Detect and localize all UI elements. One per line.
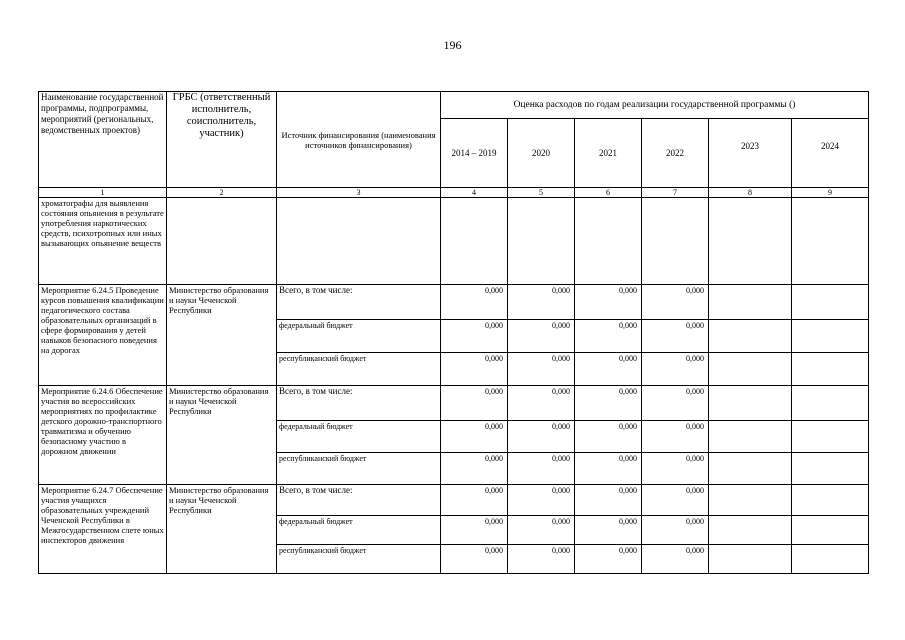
source-federal: федеральный бюджет <box>277 420 441 452</box>
value-cell: 0,000 <box>575 485 642 516</box>
column-number: 7 <box>642 188 709 198</box>
activity-name: Мероприятие 6.24.6 Обеспечение участия во всероссийских мероприятиях по профилактике детского дорожно-транспортного травматизма и обучению безопасному участию в дорожном движении <box>39 386 167 485</box>
activity-total-row <box>39 485 869 516</box>
value-cell: 0,000 <box>575 353 642 386</box>
activity-name: Мероприятие 6.24.5 Проведение курсов повышения квалификации педагогического состава образовательных организаций в сфере формирования у детей навыков безопасного поведения на дорогах <box>39 285 167 386</box>
header-grbs: ГРБС (ответственный исполнитель, соисполнитель, участник) <box>167 92 277 188</box>
value-cell <box>792 420 869 452</box>
value-cell <box>709 285 792 320</box>
column-numbers-row <box>39 188 869 198</box>
activity-responsible: Министерство образования и науки Чеченской Республики <box>167 386 277 485</box>
value-cell: 0,000 <box>441 545 508 574</box>
empty-cell <box>709 198 792 285</box>
header-year: 2024 <box>792 119 869 188</box>
header-source: Источник финансирования (наименования источников финансирования) <box>277 92 441 188</box>
value-cell <box>709 420 792 452</box>
empty-cell <box>441 198 508 285</box>
header-year: 2023 <box>709 119 792 188</box>
value-cell: 0,000 <box>575 420 642 452</box>
value-cell: 0,000 <box>642 485 709 516</box>
value-cell: 0,000 <box>441 452 508 484</box>
source-total: Всего, в том числе: <box>277 285 441 320</box>
empty-cell <box>575 198 642 285</box>
value-cell: 0,000 <box>575 545 642 574</box>
activity-total-row <box>39 285 869 320</box>
value-cell <box>792 353 869 386</box>
budget-table <box>38 91 869 574</box>
value-cell: 0,000 <box>508 545 575 574</box>
value-cell: 0,000 <box>642 545 709 574</box>
column-number: 9 <box>792 188 869 198</box>
value-cell: 0,000 <box>575 386 642 421</box>
page-number: 196 <box>443 38 462 52</box>
source-total: Всего, в том числе: <box>277 485 441 516</box>
header-year: 2014 – 2019 <box>441 119 508 188</box>
value-cell: 0,000 <box>575 285 642 320</box>
value-cell: 0,000 <box>508 420 575 452</box>
header-year: 2022 <box>642 119 709 188</box>
column-number: 3 <box>277 188 441 198</box>
value-cell: 0,000 <box>642 285 709 320</box>
value-cell: 0,000 <box>642 452 709 484</box>
source-federal: федеральный бюджет <box>277 516 441 545</box>
value-cell: 0,000 <box>441 516 508 545</box>
column-number: 5 <box>508 188 575 198</box>
continuation-row <box>39 198 869 285</box>
value-cell: 0,000 <box>642 420 709 452</box>
value-cell: 0,000 <box>508 285 575 320</box>
value-cell <box>792 545 869 574</box>
value-cell <box>709 516 792 545</box>
column-number: 8 <box>709 188 792 198</box>
header-year: 2021 <box>575 119 642 188</box>
empty-cell <box>792 198 869 285</box>
value-cell: 0,000 <box>441 386 508 421</box>
empty-cell <box>277 198 441 285</box>
value-cell: 0,000 <box>642 516 709 545</box>
value-cell <box>709 452 792 484</box>
value-cell <box>709 545 792 574</box>
column-number: 2 <box>167 188 277 198</box>
activity-responsible: Министерство образования и науки Чеченской Республики <box>167 485 277 574</box>
value-cell: 0,000 <box>441 353 508 386</box>
source-republic: республиканский бюджет <box>277 545 441 574</box>
value-cell <box>709 485 792 516</box>
column-number: 1 <box>39 188 167 198</box>
value-cell: 0,000 <box>441 485 508 516</box>
value-cell <box>792 285 869 320</box>
header-row <box>39 92 869 119</box>
column-number: 6 <box>575 188 642 198</box>
empty-cell <box>508 198 575 285</box>
value-cell: 0,000 <box>508 452 575 484</box>
activity-name: Мероприятие 6.24.7 Обеспечение участия учащихся образовательных учреждений Чеченской Республики в Межгосударственном слете юных инспекторов движения <box>39 485 167 574</box>
value-cell: 0,000 <box>642 386 709 421</box>
value-cell <box>709 386 792 421</box>
value-cell: 0,000 <box>441 320 508 353</box>
value-cell: 0,000 <box>642 320 709 353</box>
value-cell: 0,000 <box>642 353 709 386</box>
value-cell: 0,000 <box>441 420 508 452</box>
activity-responsible: Министерство образования и науки Чеченской Республики <box>167 285 277 386</box>
value-cell: 0,000 <box>508 320 575 353</box>
value-cell <box>709 320 792 353</box>
column-number: 4 <box>441 188 508 198</box>
value-cell: 0,000 <box>508 386 575 421</box>
source-total: Всего, в том числе: <box>277 386 441 421</box>
empty-cell <box>167 198 277 285</box>
value-cell: 0,000 <box>575 320 642 353</box>
source-republic: республиканский бюджет <box>277 353 441 386</box>
continuation-text: хроматографы для выявления состояния опьянения в результате употребления наркотических средств, психотропных или иных вызывающих опьянение веществ <box>39 198 167 285</box>
source-federal: федеральный бюджет <box>277 320 441 353</box>
value-cell: 0,000 <box>441 285 508 320</box>
value-cell <box>792 386 869 421</box>
empty-cell <box>642 198 709 285</box>
source-republic: республиканский бюджет <box>277 452 441 484</box>
value-cell <box>792 485 869 516</box>
header-name: Наименование государственной программы, подпрограммы, мероприятий (региональных, ведомственных проектов) <box>39 92 167 188</box>
value-cell: 0,000 <box>508 516 575 545</box>
value-cell <box>709 353 792 386</box>
value-cell <box>792 516 869 545</box>
header-estimate: Оценка расходов по годам реализации государственной программы () <box>441 92 869 119</box>
value-cell <box>792 452 869 484</box>
value-cell <box>792 320 869 353</box>
value-cell: 0,000 <box>575 452 642 484</box>
value-cell: 0,000 <box>508 485 575 516</box>
value-cell: 0,000 <box>575 516 642 545</box>
header-year: 2020 <box>508 119 575 188</box>
value-cell: 0,000 <box>508 353 575 386</box>
activity-total-row <box>39 386 869 421</box>
